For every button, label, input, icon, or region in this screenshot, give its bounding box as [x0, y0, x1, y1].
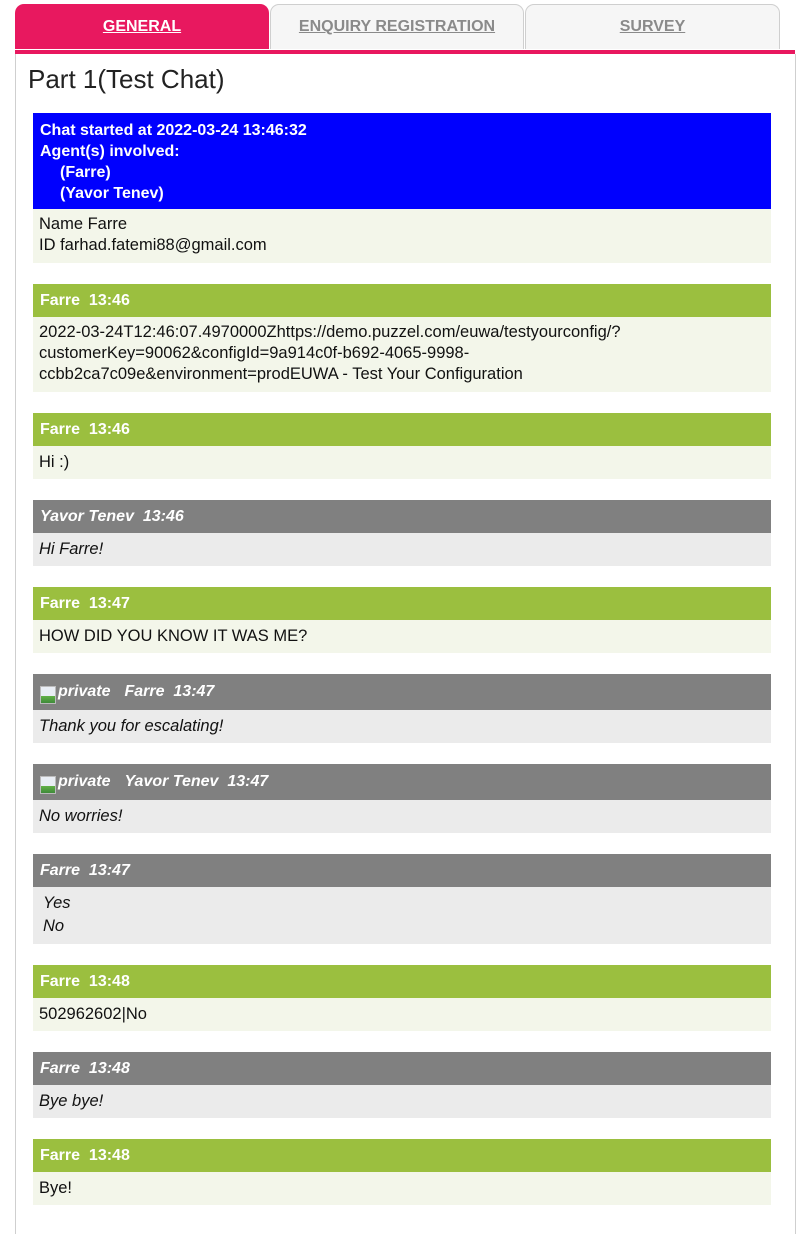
message-header [33, 965, 771, 998]
message-line: Thank you for escalating! [39, 717, 224, 735]
message-line: Hi :) [39, 453, 70, 471]
message-line: 502962602|No [39, 1005, 147, 1023]
message-body [33, 887, 771, 944]
page-title: Part 1(Test Chat) [28, 64, 225, 94]
message-body [33, 1172, 771, 1205]
tab-general[interactable]: GENERAL [15, 4, 269, 49]
chat-message-private [33, 764, 771, 833]
message-header [33, 500, 771, 533]
message-header [33, 674, 771, 710]
private-label: private [58, 683, 111, 700]
message-sender: Farre [40, 594, 81, 612]
chat-message-customer [33, 587, 771, 653]
tab-enquiry-registration[interactable]: ENQUIRY REGISTRATION [270, 4, 524, 49]
message-body [33, 620, 771, 653]
message-time: 13:47 [88, 594, 130, 612]
message-time: 13:47 [173, 683, 215, 700]
message-line: 2022-03-24T12:46:07.4970000Zhttps://demo.puzzel.com/euwa/testyourconfig/? [39, 323, 621, 341]
message-sender: Farre [124, 683, 165, 700]
message-time: 13:48 [88, 1059, 130, 1077]
chat-message-customer [33, 284, 771, 392]
broken-image-icon [40, 686, 56, 704]
chat-message-customer [33, 965, 771, 1031]
chat-info-block [33, 113, 771, 263]
message-header [33, 1139, 771, 1172]
message-time: 13:47 [227, 773, 269, 790]
chat-message-agent [33, 854, 771, 944]
message-time: 13:46 [88, 420, 130, 438]
message-time: 13:48 [88, 1146, 130, 1164]
message-sender: Farre [40, 1146, 81, 1164]
message-time: 13:46 [88, 291, 130, 309]
message-sender: Farre [40, 861, 81, 879]
agent-name: (Farre) [60, 164, 111, 181]
chat-info-body [33, 209, 771, 263]
tab-survey[interactable]: SURVEY [525, 4, 780, 49]
message-time: 13:48 [88, 972, 130, 990]
message-body [33, 800, 771, 833]
message-time: 13:47 [88, 861, 130, 879]
message-sender: Farre [40, 972, 81, 990]
message-line: Bye! [39, 1179, 73, 1197]
message-body [33, 710, 771, 743]
private-label: private [58, 773, 111, 790]
chat-message-private [33, 674, 771, 743]
message-header [33, 587, 771, 620]
message-body [33, 533, 771, 566]
message-body [33, 446, 771, 479]
message-sender: Farre [40, 1059, 81, 1077]
message-body [33, 998, 771, 1031]
message-line: customerKey=90062&configId=9a914c0f-b692-4065-9998- [39, 344, 470, 362]
message-sender: Yavor Tenev [40, 507, 134, 525]
message-header [33, 413, 771, 446]
agents-involved-label: Agent(s) involved: [40, 143, 180, 160]
chat-started-text: Chat started at 2022-03-24 13:46:32 [40, 122, 307, 139]
chat-message-agent [33, 1052, 771, 1118]
message-header [33, 284, 771, 317]
message-line: HOW DID YOU KNOW IT WAS ME? [39, 627, 308, 645]
message-line: ccbb2ca7c09e&environment=prodEUWA - Test Your Configuration [39, 365, 523, 383]
message-sender: Farre [40, 291, 81, 309]
chat-info-header [33, 113, 771, 209]
message-body [33, 1085, 771, 1118]
option-yes: Yes [43, 894, 71, 912]
customer-name: Name Farre [39, 215, 128, 233]
chat-message-customer [33, 1139, 771, 1205]
message-header [33, 1052, 771, 1085]
option-no: No [43, 917, 65, 935]
message-sender: Yavor Tenev [124, 773, 219, 790]
agent-name: (Yavor Tenev) [60, 185, 164, 202]
message-sender: Farre [40, 420, 81, 438]
message-header [33, 764, 771, 800]
tab-bar [15, 4, 795, 54]
message-line: No worries! [39, 807, 123, 825]
message-time: 13:46 [142, 507, 184, 525]
customer-id: ID farhad.fatemi88@gmail.com [39, 236, 267, 254]
message-header [33, 854, 771, 887]
message-line: Hi Farre! [39, 540, 104, 558]
message-line: Bye bye! [39, 1092, 104, 1110]
chat-message-agent [33, 500, 771, 566]
chat-message-customer [33, 413, 771, 479]
broken-image-icon [40, 776, 56, 794]
message-body [33, 317, 771, 392]
